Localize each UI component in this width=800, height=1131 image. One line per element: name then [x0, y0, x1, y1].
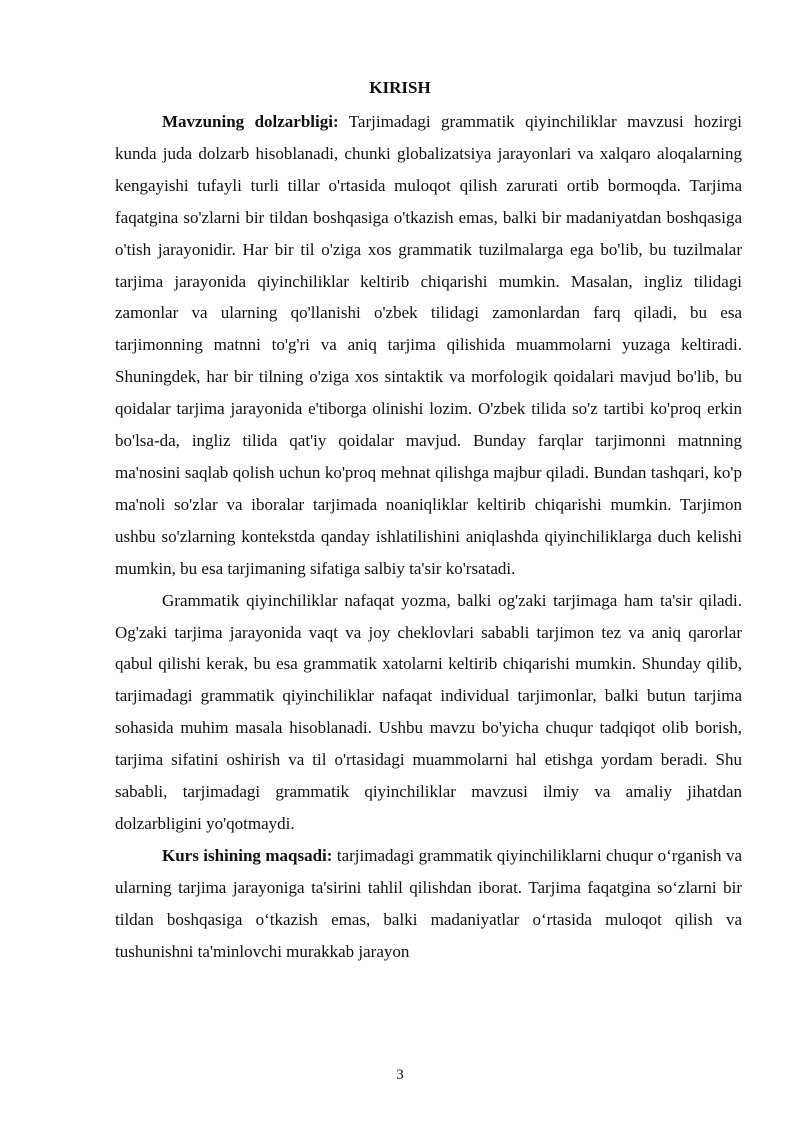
paragraph-course-goal — [115, 840, 742, 968]
paragraph-lead: Mavzuning dolzarbligi: — [162, 112, 339, 131]
body-text — [115, 106, 742, 967]
paragraph-text: Tarjimadagi grammatik qiyinchiliklar mavzusi hozirgi kunda juda dolzarb hisoblanadi, chunki globalizatsiya jarayonlari va xalqaro aloqalarning kengayishi tufayli turli tillar o'rtasida muloqot qilish zarurati ortib bormoqda. Tarjima faqatgina so'zlarni bir tildan boshqasiga o'tkazish emas, balki bir madaniyatdan boshqasiga o'tish jarayonidir. Har bir til o'ziga xos grammatik tuzilmalarga ega bo'lib, bu tuzilmalar tarjima jarayonida qiyinchiliklar keltirib chiqarishi mumkin. Masalan, ingliz tilidagi zamonlar va ularning qo'llanishi o'zbek tilidagi zamonlardan farq qiladi, bu esa tarjimonning matnni to'g'ri va aniq tarjima qilishida muammolarni yuzaga keltiradi. Shuningdek, har bir tilning o'ziga xos sintaktik va morfologik qoidalari mavjud bo'lib, bu qoidalar tarjima jarayonida e'tiborga olinishi lozim. O'zbek tilida so'z tartibi ko'proq erkin bo'lsa-da, ingliz tilida qat'iy qoidalar mavjud. Bunday farqlar tarjimonni matnning ma'nosini saqlab qolish uchun ko'proq mehnat qilishga majbur qiladi. Bundan tashqari, ko'p ma'noli so'zlar va iboralar tarjimada noaniqliklar keltirib chiqarishi mumkin. Tarjimon ushbu so'zlarning kontekstda qanday ishlatilishini aniqlashda qiyinchiliklarga duch kelishi mumkin, bu esa tarjimaning sifatiga salbiy ta'sir ko'rsatadi. — [115, 112, 742, 578]
paragraph-text: Grammatik qiyinchiliklar nafaqat yozma, balki og'zaki tarjimaga ham ta'sir qiladi. Og'zaki tarjima jarayonida vaqt va joy cheklovlari sababli tarjimon tez va aniq qarorlar qabul qilishi kerak, bu esa grammatik xatolarni keltirib chiqarishi mumkin. Shunday qilib, tarjimadagi grammatik qiyinchiliklar nafaqat individual tarjimonlar, balki butun tarjima sohasida muhim masala hisoblanadi. Ushbu mavzu bo'yicha chuqur tadqiqot olib borish, tarjima sifatini oshirish va til o'rtasidagi muammolarni hal etishga yordam beradi. Shu sababli, tarjimadagi grammatik qiyinchiliklar mavzusi ilmiy va amaliy jihatdan dolzarbligini yo'qotmaydi. — [115, 590, 742, 833]
page-number: 3 — [396, 1067, 404, 1083]
paragraph-grammar-difficulties — [115, 585, 742, 840]
paragraph-text: tarjimadagi grammatik qiyinchiliklarni chuqur o‘rganish va ularning tarjima jarayoniga ta'sirini tahlil qilishdan iborat. Tarjima faqatgina so‘zlarni bir tildan boshqasiga o‘tkazish emas, balki madaniyatlar o‘rtasida muloqot qilish va tushunishni ta'minlovchi murakkab jarayon — [115, 845, 742, 961]
paragraph-relevance — [115, 106, 742, 585]
paragraph-lead: Kurs ishining maqsadi: — [162, 845, 333, 865]
page-title: KIRISH — [369, 78, 431, 97]
